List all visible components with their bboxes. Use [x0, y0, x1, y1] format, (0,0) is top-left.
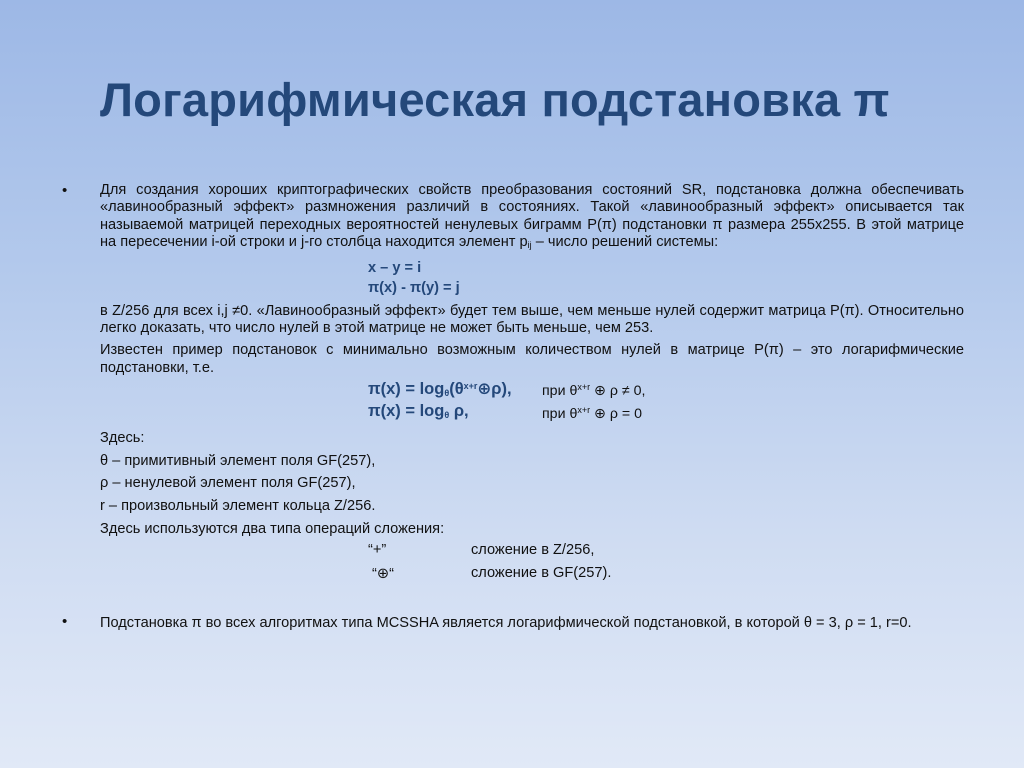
- definition-rho: ρ – ненулевой элемент поля GF(257),: [100, 475, 356, 492]
- bullet-item-2: [60, 615, 964, 632]
- formula-2: [368, 402, 964, 425]
- definition-r: r – произвольный элемент кольца Z/256.: [100, 498, 376, 515]
- formula-2-expression: $\pi(x) = \log_\theta \rho$,: [368, 402, 469, 421]
- paragraph-avalanche: в Z/256 для всех i,j ≠0. «Лавинообразный эффект» будет тем выше, чем меньше нулей содержит матрица P(π). Относительно легко доказать, что число нулей в этой матрице не может быть меньше, чем 253.: [100, 302, 964, 337]
- here-label: Здесь:: [100, 430, 145, 447]
- formula-1: [368, 379, 964, 402]
- operation-description: сложение в GF(257).: [471, 564, 612, 581]
- bullet-marker: •: [62, 182, 68, 199]
- formula-1-condition: при $\theta^{x+r}$ ⊕ ρ ≠ 0,: [542, 382, 646, 400]
- slide-title: Логарифмическая подстановка π: [100, 73, 890, 126]
- operation-symbol: “+”: [368, 542, 387, 559]
- operation-row: [368, 563, 964, 586]
- bullet-marker: •: [62, 613, 68, 631]
- paragraph-log-substitution: Известен пример подстановок с минимально возможным количеством нулей в матрице P(π) – это логарифмические подстановки, т.е.: [100, 342, 964, 376]
- slide-content: [60, 182, 964, 633]
- operation-symbol: “⊕“: [368, 565, 395, 582]
- bullet-item-1: [60, 182, 964, 585]
- paragraph-intro: Для создания хороших криптографических свойств преобразования состояний SR, подстановка должна обеспечивать «лавинообразный эффект» размножения различий в состояниях. Такой «лавинообразный эффект» описывается так называемой матрицей переходных вероятностей ненулевых биграмм P(π) подстановки π размера 255x255. В этой матрице на пересечении i-ой строки и j-го столбца находится элемент $p_{ij}$ – число решений системы:: [100, 182, 964, 251]
- formula-1-expression: $\pi(x) = \log_\theta(\theta^{x+r}\oplus\rho)$,: [368, 380, 512, 399]
- equation-1: x – y = i: [368, 259, 422, 276]
- equation-2: π(x) - π(y) = j: [368, 280, 460, 297]
- operation-row: [368, 540, 964, 563]
- paragraph-mcssha: Подстановка π во всех алгоритмах типа MCSSHA является логарифмической подстановкой, в которой θ = 3, ρ = 1, r=0.: [100, 615, 912, 632]
- definition-theta: θ – примитивный элемент поля GF(257),: [100, 452, 376, 469]
- formula-2-condition: при $\theta^{x+r}$ ⊕ ρ = 0: [542, 405, 643, 423]
- operations-intro: Здесь используются два типа операций сложения:: [100, 520, 445, 537]
- operation-description: сложение в Z/256,: [471, 542, 595, 559]
